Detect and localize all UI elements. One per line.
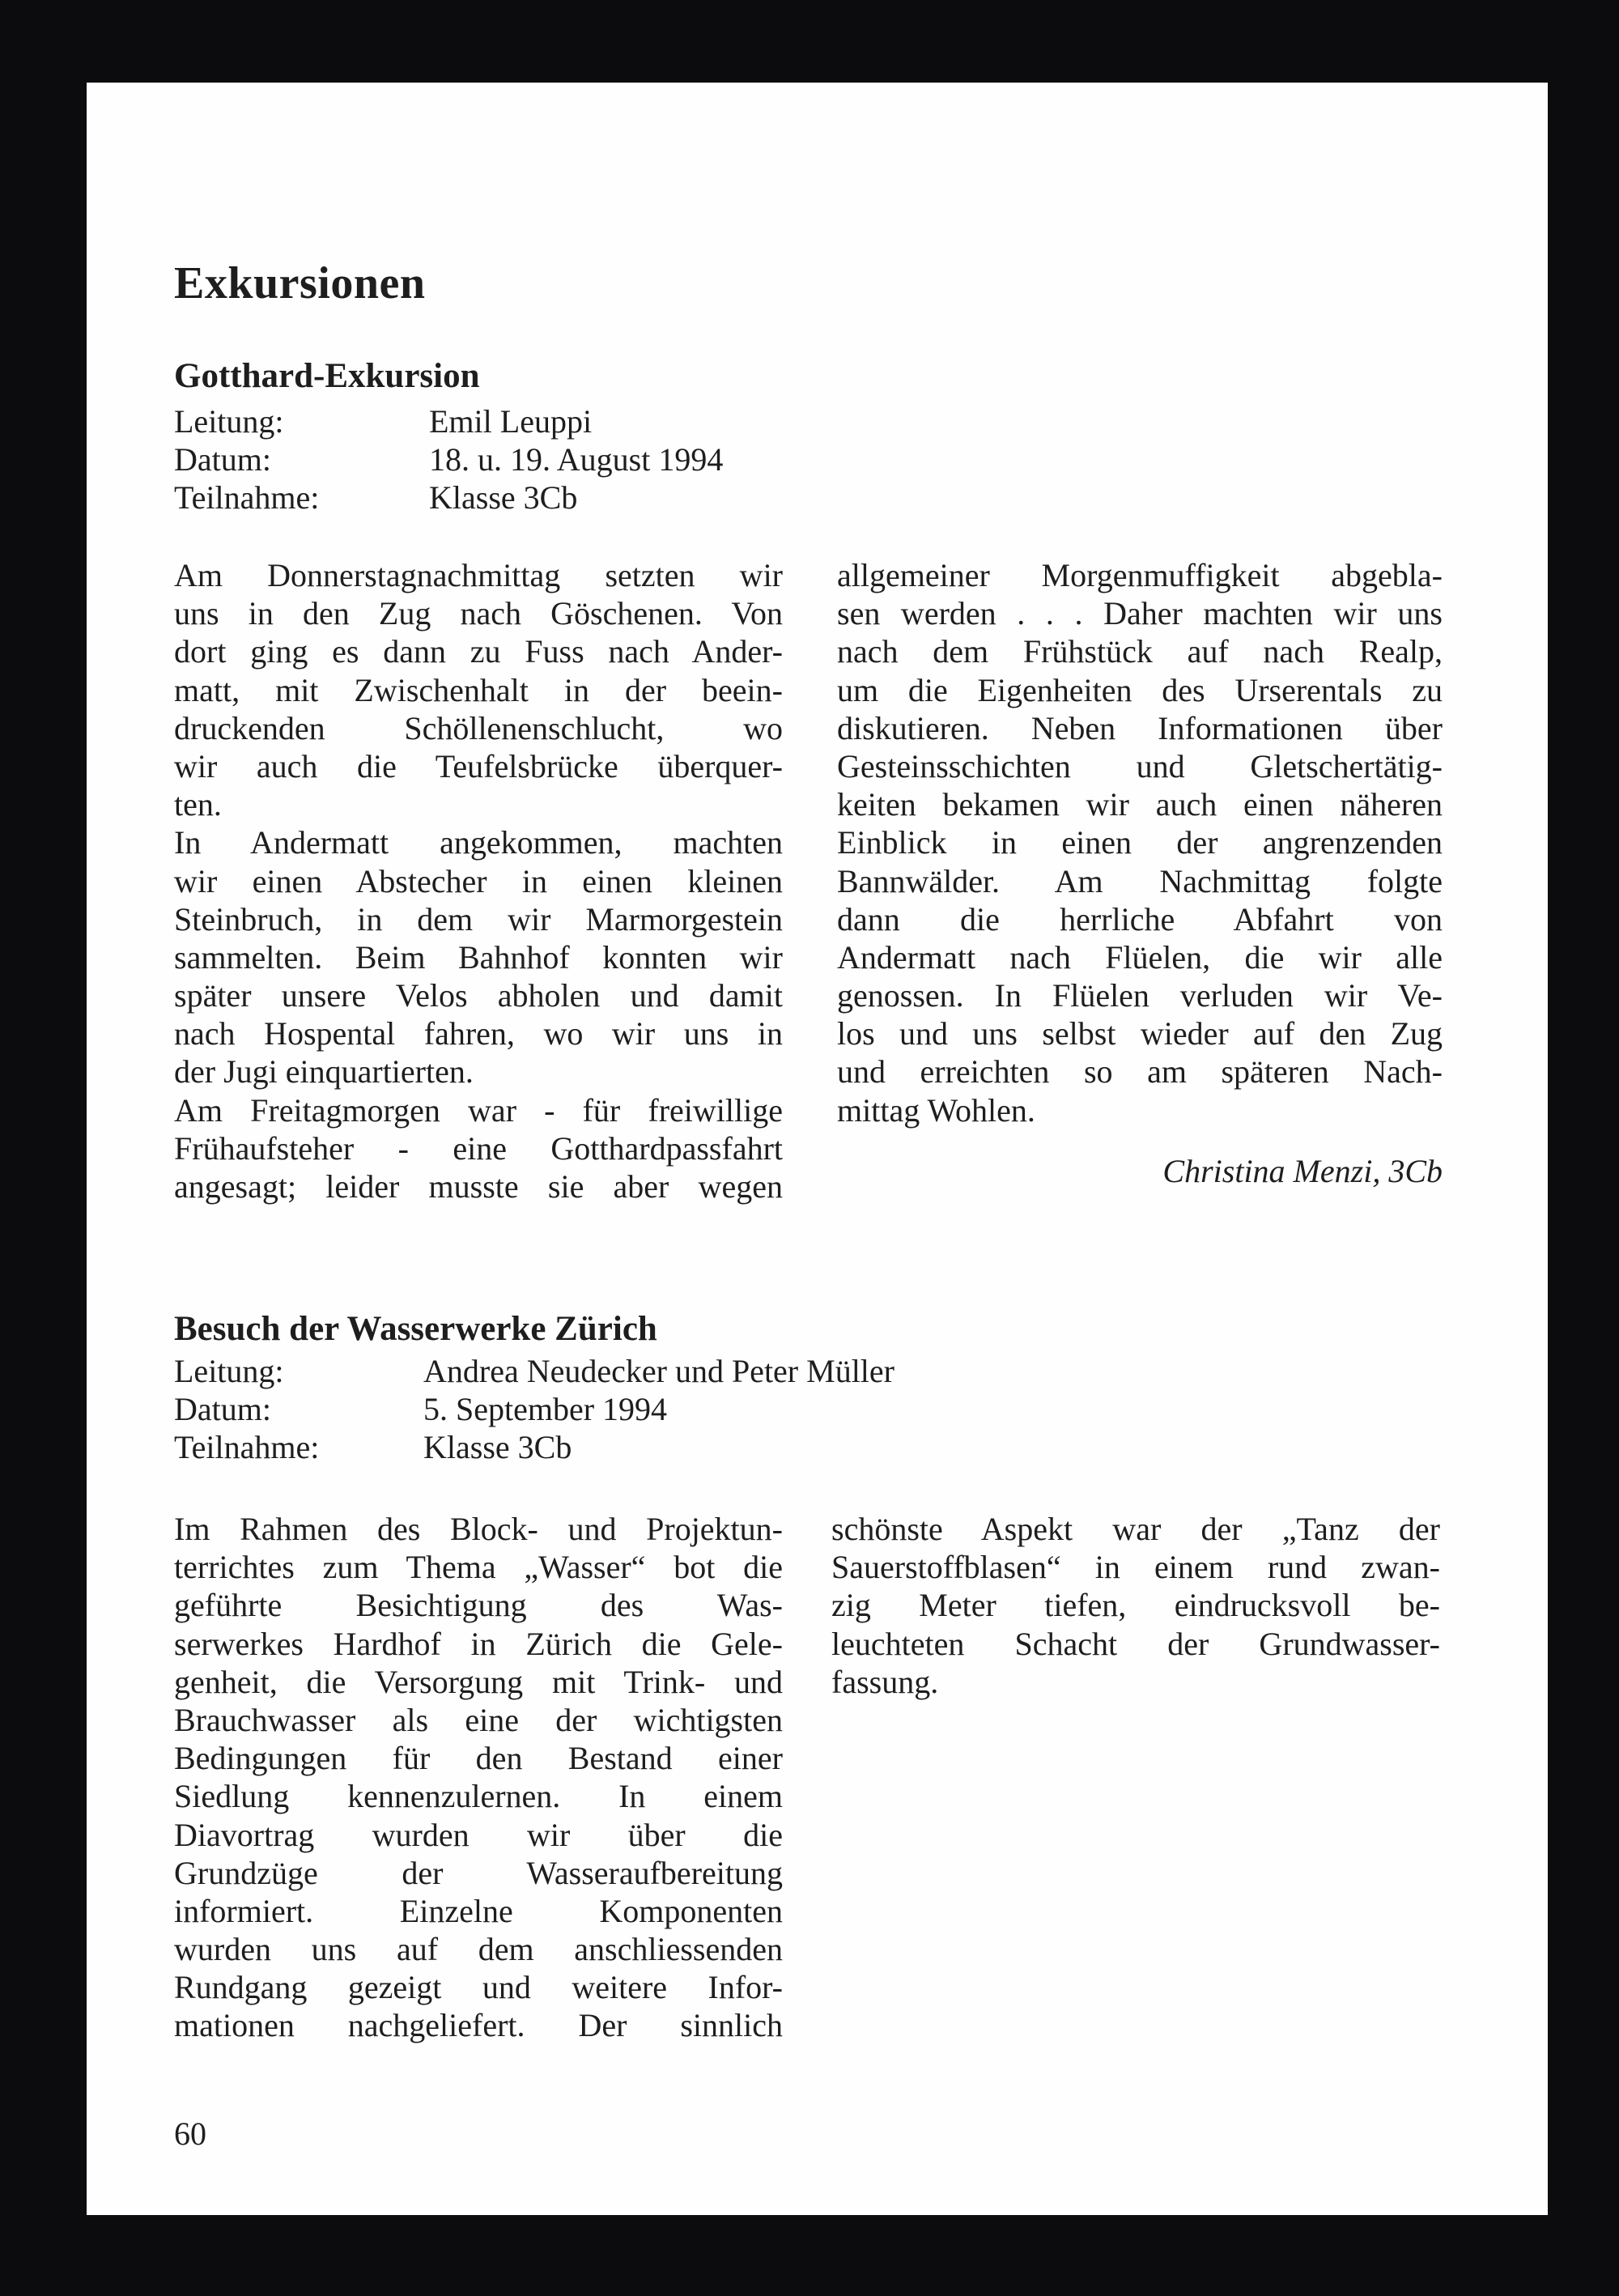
text-line: schönste Aspekt war der „Tanz der bbox=[831, 1511, 1440, 1547]
text-line: nach Hospental fahren, wo wir uns in bbox=[174, 1015, 783, 1052]
text-line: um die Eigenheiten des Urserentals zu bbox=[837, 671, 1443, 708]
text-line: dort ging es dann zu Fuss nach Ander- bbox=[174, 633, 783, 670]
text-line: nach dem Frühstück auf nach Realp, bbox=[837, 633, 1443, 670]
meta-row-leitung bbox=[174, 402, 723, 440]
text-line: Andermatt nach Flüelen, die wir alle bbox=[837, 938, 1443, 976]
text-line: ten. bbox=[174, 786, 222, 823]
text-line: Sauerstoffblasen“ in einem rund zwan- bbox=[831, 1549, 1440, 1586]
text-line: wir einen Abstecher in einen kleinen bbox=[174, 862, 783, 899]
text-line: In Andermatt angekommen, machten bbox=[174, 824, 783, 861]
text-line: Bannwälder. Am Nachmittag folgte bbox=[837, 862, 1443, 899]
text-line: allgemeiner Morgenmuffigkeit abgebla- bbox=[837, 557, 1443, 593]
text-line: angesagt; leider musste sie aber wegen bbox=[174, 1168, 783, 1205]
meta-value: Andrea Neudecker und Peter Müller bbox=[423, 1353, 894, 1389]
text-line: matt, mit Zwischenhalt in der beein- bbox=[174, 671, 783, 708]
text-line: informiert. Einzelne Komponenten bbox=[174, 1892, 783, 1929]
text-line: Einblick in einen der angrenzenden bbox=[837, 824, 1443, 861]
meta-value: 5. September 1994 bbox=[423, 1391, 668, 1427]
section-meta-wasserwerke bbox=[174, 1352, 894, 1466]
text-line: Brauchwasser als eine der wichtigsten bbox=[174, 1701, 783, 1738]
body-column-left bbox=[174, 1510, 783, 2045]
text-line: sammelten. Beim Bahnhof konnten wir bbox=[174, 938, 783, 976]
meta-value: Klasse 3Cb bbox=[423, 1429, 572, 1465]
text-line: Am Freitagmorgen war - für freiwillige bbox=[174, 1091, 783, 1129]
text-line: geführte Besichtigung des Was- bbox=[174, 1587, 783, 1624]
text-line: uns in den Zug nach Göschenen. Von bbox=[174, 595, 783, 632]
meta-label: Datum: bbox=[174, 441, 271, 478]
section-meta-gotthard bbox=[174, 402, 723, 517]
text-line: der Jugi einquartierten. bbox=[174, 1053, 474, 1091]
text-line: Gesteinsschichten und Gletschertätig- bbox=[837, 747, 1443, 784]
text-line: mittag Wohlen. bbox=[837, 1091, 1035, 1129]
text-line: sen werden . . . Daher machten wir uns bbox=[837, 595, 1443, 632]
body-column-right bbox=[831, 1510, 1440, 1701]
meta-row-teilnahme bbox=[174, 1428, 894, 1466]
body-column-right bbox=[837, 556, 1443, 1129]
meta-value: Klasse 3Cb bbox=[429, 479, 578, 516]
text-line: Am Donnerstagnachmittag setzten wir bbox=[174, 557, 783, 593]
page-number: 60 bbox=[174, 2115, 206, 2152]
meta-value: Emil Leuppi bbox=[429, 403, 593, 440]
meta-row-datum bbox=[174, 1390, 894, 1428]
text-line: serwerkes Hardhof in Zürich die Gele- bbox=[174, 1625, 783, 1662]
text-line: Frühaufsteher - eine Gotthardpassfahrt bbox=[174, 1129, 783, 1167]
text-line: wurden uns auf dem anschliessenden bbox=[174, 1931, 783, 1968]
text-line: zig Meter tiefen, eindrucksvoll be- bbox=[831, 1587, 1440, 1624]
text-line: los und uns selbst wieder auf den Zug bbox=[837, 1015, 1443, 1052]
meta-value: 18. u. 19. August 1994 bbox=[429, 441, 724, 478]
meta-label: Teilnahme: bbox=[174, 1429, 320, 1465]
text-line: später unsere Velos abholen und damit bbox=[174, 977, 783, 1014]
author-signature: Christina Menzi, 3Cb bbox=[1162, 1153, 1443, 1189]
text-line: wir auch die Teufelsbrücke überquer- bbox=[174, 747, 783, 784]
text-line: und erreichten so am späteren Nach- bbox=[837, 1053, 1443, 1091]
text-line: genheit, die Versorgung mit Trink- und bbox=[174, 1663, 783, 1700]
text-line: mationen nachgeliefert. Der sinnlich bbox=[174, 2007, 783, 2044]
meta-label: Leitung: bbox=[174, 403, 284, 440]
text-line: terrichtes zum Thema „Wasser“ bot die bbox=[174, 1549, 783, 1586]
text-line: Steinbruch, in dem wir Marmorgestein bbox=[174, 900, 783, 938]
text-line: diskutieren. Neben Informationen über bbox=[837, 709, 1443, 746]
page-title: Exkursionen bbox=[174, 258, 426, 308]
meta-label: Leitung: bbox=[174, 1353, 284, 1389]
text-line: Diavortrag wurden wir über die bbox=[174, 1816, 783, 1853]
text-line: fassung. bbox=[831, 1663, 939, 1700]
meta-label: Datum: bbox=[174, 1391, 271, 1427]
text-line: Rundgang gezeigt und weitere Infor- bbox=[174, 1969, 783, 2006]
text-line: leuchteten Schacht der Grundwasser- bbox=[831, 1625, 1440, 1662]
meta-row-teilnahme bbox=[174, 478, 723, 517]
text-line: keiten bekamen wir auch einen näheren bbox=[837, 786, 1443, 823]
text-line: dann die herrliche Abfahrt von bbox=[837, 900, 1443, 938]
text-line: Im Rahmen des Block- und Projektun- bbox=[174, 1511, 783, 1547]
section-heading-gotthard: Gotthard-Exkursion bbox=[174, 357, 480, 395]
text-line: Grundzüge der Wasseraufbereitung bbox=[174, 1854, 783, 1891]
text-line: druckenden Schöllenenschlucht, wo bbox=[174, 709, 783, 746]
body-column-left bbox=[174, 556, 783, 1205]
text-line: genossen. In Flüelen verluden wir Ve- bbox=[837, 977, 1443, 1014]
meta-label: Teilnahme: bbox=[174, 479, 320, 516]
text-line: Siedlung kennenzulernen. In einem bbox=[174, 1778, 783, 1815]
section-heading-wasserwerke: Besuch der Wasserwerke Zürich bbox=[174, 1310, 657, 1348]
text-line: Bedingungen für den Bestand einer bbox=[174, 1740, 783, 1777]
meta-row-leitung bbox=[174, 1352, 894, 1390]
meta-row-datum bbox=[174, 440, 723, 478]
